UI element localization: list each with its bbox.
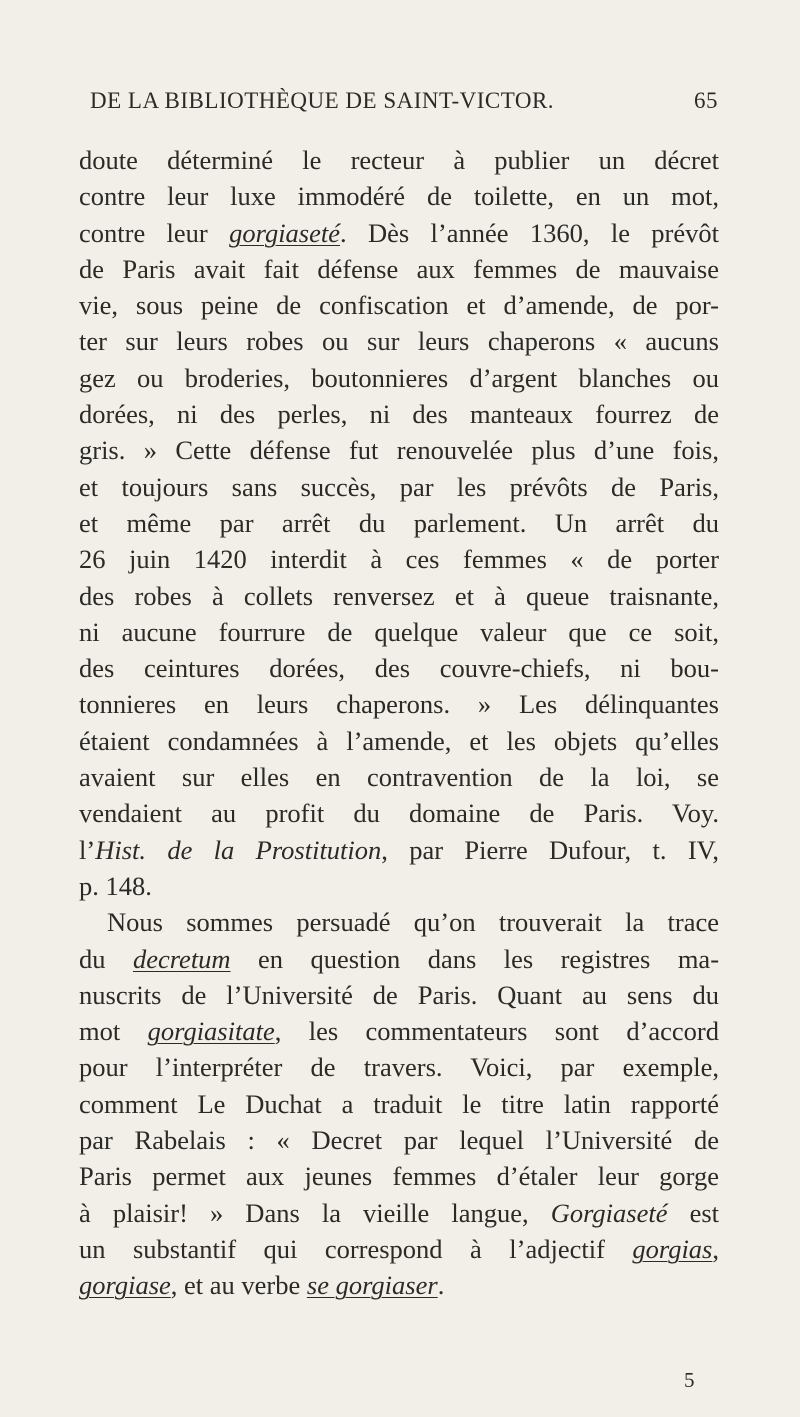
text-line bbox=[79, 977, 719, 1013]
text-run: étaient condamnées à l’amende, et les objets qu’elles bbox=[79, 725, 719, 756]
text-run: l’ bbox=[79, 834, 96, 865]
text-line bbox=[79, 614, 719, 650]
emphasized-text: gorgiaseté bbox=[229, 217, 341, 248]
text-run: à plaisir! » Dans la vieille langue, bbox=[79, 1197, 551, 1228]
text-run: Nous sommes persuadé qu’on trouverait la trace bbox=[107, 907, 719, 938]
signature-mark: 5 bbox=[684, 1368, 695, 1392]
text-run: 26 juin 1420 interdit à ces femmes « de porter bbox=[79, 544, 719, 575]
text-line bbox=[79, 1158, 719, 1194]
text-run: gris. » Cette défense fut renouvelée plus d’une fois, bbox=[79, 435, 719, 466]
text-line bbox=[79, 360, 719, 396]
text-run: , bbox=[712, 1233, 719, 1264]
text-run: par Rabelais : « Decret par lequel l’Université de bbox=[79, 1125, 719, 1156]
text-line bbox=[79, 323, 719, 359]
text-line bbox=[79, 941, 719, 977]
text-run: . bbox=[437, 1270, 445, 1301]
emphasized-text: Gorgiaseté bbox=[550, 1197, 668, 1228]
text-line bbox=[79, 904, 719, 940]
text-run: doute déterminé le recteur à publier un décret bbox=[79, 145, 719, 175]
text-line bbox=[79, 287, 719, 323]
text-line bbox=[79, 178, 719, 214]
text-line bbox=[79, 1086, 719, 1122]
text-run: . Dès l’année 1360, le prévôt bbox=[340, 217, 719, 248]
text-run: avaient sur elles en contravention de la loi, se bbox=[79, 762, 719, 793]
text-line bbox=[79, 686, 719, 722]
text-line bbox=[79, 578, 719, 614]
text-run: contre leur luxe immodéré de toilette, en un mot, bbox=[79, 181, 719, 212]
emphasized-text: gorgiasitate bbox=[147, 1016, 275, 1047]
text-line bbox=[79, 432, 719, 468]
text-run: en question dans les registres ma- bbox=[230, 943, 720, 974]
text-line bbox=[79, 1195, 719, 1231]
text-run: , les commentateurs sont d’accord bbox=[274, 1016, 720, 1047]
body-text bbox=[79, 142, 719, 1304]
text-run: un substantif qui correspond à l’adjectif bbox=[79, 1233, 633, 1264]
text-line bbox=[79, 759, 719, 795]
text-line bbox=[79, 469, 719, 505]
text-line bbox=[79, 215, 719, 251]
text-run: ni aucune fourrure de quelque valeur que ce soit, bbox=[79, 616, 719, 647]
text-run: , par Pierre Dufour, t. IV, bbox=[381, 834, 719, 865]
text-line bbox=[79, 650, 719, 686]
emphasized-text: se gorgiaser bbox=[306, 1270, 438, 1301]
text-run: dorées, ni des perles, ni des manteaux fourrez de bbox=[79, 399, 719, 430]
text-run: et même par arrêt du parlement. Un arrêt du bbox=[79, 507, 719, 538]
text-line bbox=[79, 795, 719, 831]
text-line bbox=[79, 251, 719, 287]
text-run: des robes à collets renversez et à queue traisnante, bbox=[79, 580, 719, 611]
text-run: et toujours sans succès, par les prévôts de Paris, bbox=[79, 471, 719, 502]
emphasized-text: decretum bbox=[132, 943, 231, 974]
emphasized-text: gorgias bbox=[632, 1233, 713, 1264]
text-line bbox=[79, 1267, 719, 1303]
text-run: comment Le Duchat a traduit le titre latin rapporté bbox=[79, 1088, 719, 1119]
text-run: nuscrits de l’Université de Paris. Quant au sens du bbox=[79, 979, 719, 1010]
running-head: DE LA BIBLIOTHÈQUE DE SAINT-VICTOR. bbox=[90, 88, 555, 113]
text-line bbox=[79, 868, 719, 904]
text-run: du bbox=[79, 943, 133, 974]
text-run: pour l’interpréter de travers. Voici, par exemple, bbox=[79, 1052, 719, 1083]
text-line bbox=[79, 1122, 719, 1158]
text-line bbox=[79, 1013, 719, 1049]
text-run: gez ou broderies, boutonnieres d’argent blanches ou bbox=[79, 362, 719, 393]
text-line bbox=[79, 723, 719, 759]
text-line bbox=[79, 1231, 719, 1267]
text-run: mot bbox=[79, 1016, 148, 1047]
text-run: Paris permet aux jeunes femmes d’étaler leur gorge bbox=[79, 1161, 719, 1192]
text-line bbox=[79, 1049, 719, 1085]
emphasized-text: gorgiase bbox=[79, 1270, 171, 1301]
text-run: tonnieres en leurs chaperons. » Les délinquantes bbox=[79, 689, 719, 720]
text-run: vie, sous peine de confiscation et d’amende, de por- bbox=[79, 290, 719, 321]
text-run: des ceintures dorées, des couvre-chiefs, ni bou- bbox=[79, 653, 719, 684]
text-run: de Paris avait fait défense aux femmes de mauvaise bbox=[79, 253, 719, 284]
text-line bbox=[79, 832, 719, 868]
page-number: 65 bbox=[694, 88, 718, 113]
text-run: p. 148. bbox=[79, 870, 152, 901]
page-header bbox=[90, 78, 718, 118]
text-run: , et au verbe bbox=[170, 1270, 307, 1301]
text-line bbox=[79, 396, 719, 432]
text-run: vendaient au profit du domaine de Paris. Voy. bbox=[79, 798, 719, 829]
text-run: ter sur leurs robes ou sur leurs chaperons « aucuns bbox=[79, 326, 719, 357]
emphasized-text: Hist. de la Prostitution bbox=[95, 834, 382, 865]
text-run: contre leur bbox=[79, 217, 230, 248]
text-run: est bbox=[667, 1197, 719, 1228]
text-line bbox=[79, 505, 719, 541]
text-line bbox=[79, 541, 719, 577]
text-line bbox=[79, 142, 719, 178]
